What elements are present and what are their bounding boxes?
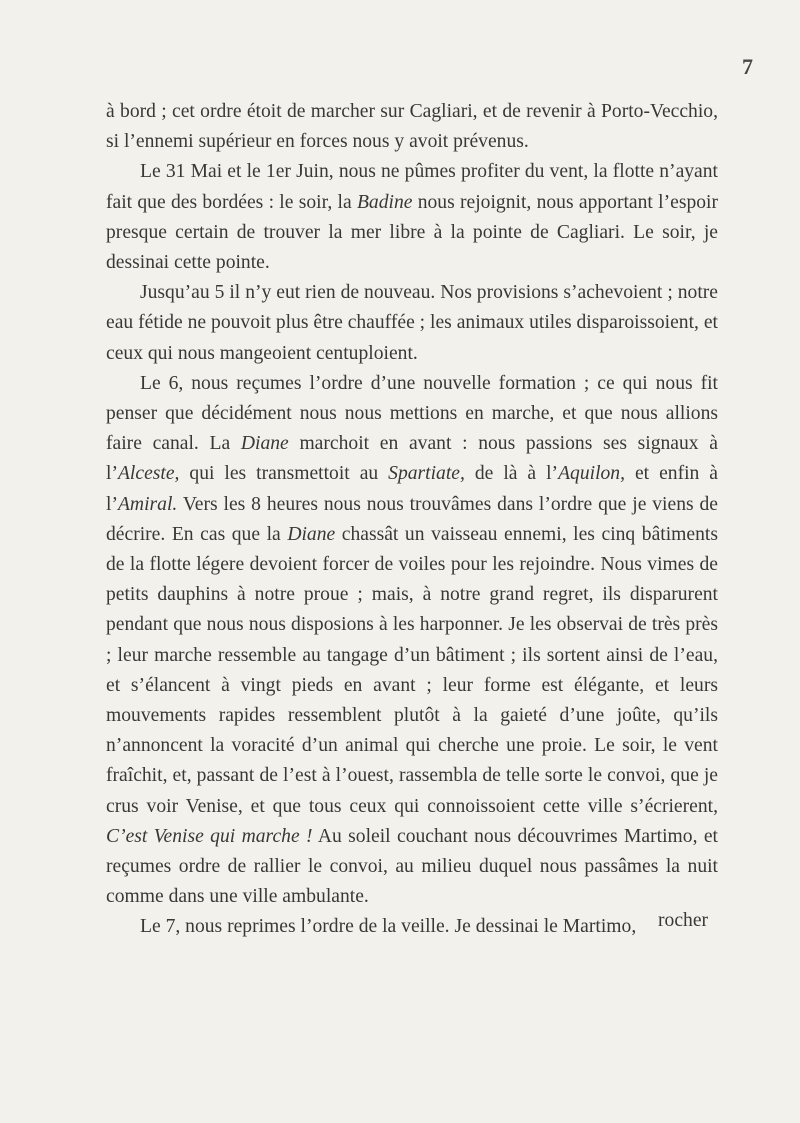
text-run: Au soleil couchant nous découvrimes Martimo, et reçumes ordre de rallier le convoi, au milieu duquel nous passâmes la nuit comme dans une ville ambulante.: [106, 825, 718, 908]
text-run: à bord ; cet ordre étoit de marcher sur Cagliari, et de revenir à Porto-Vecchio, si l’ennemi supérieur en forces nous y avoit prévenus.: [106, 101, 718, 153]
text-run: marchoit en avant : nous passions ses signaux à l’: [106, 433, 718, 485]
catchword: rocher: [658, 910, 709, 931]
text-run: qui les transmettoit au: [179, 463, 389, 485]
italic-text-run: Diane: [240, 433, 289, 455]
text-run: nous rejoignit, nous apportant l’espoir presque certain de trouver la mer libre à la pointe de Cagliari. Le soir, je dessinai cette pointe.: [106, 191, 719, 274]
text-run: Vers les 8 heures nous nous trouvâmes dans l’ordre que je viens de décrire. En cas que la: [106, 493, 718, 545]
page-number: 7: [742, 54, 753, 79]
text-run: Jusqu’au 5 il n’y eut rien de nouveau. Nos provisions s’achevoient ; notre eau fétide ne pouvoit plus être chauffée ; les animaux utiles disparoissoient, et ceux qui nous mangeoient centuploient.: [106, 282, 718, 364]
text-run: et enfin à l’: [106, 463, 718, 515]
body-text: [106, 97, 718, 943]
text-run: de là à l’: [464, 463, 559, 485]
italic-text-run: Badine: [356, 191, 413, 213]
text-run: Le 31 Mai et le 1er Juin, nous ne pûmes profiter du vent, la flotte n’ayant fait que des bordées : le soir, la: [106, 161, 718, 213]
paragraph: [106, 369, 718, 913]
italic-text-run: Alceste,: [117, 463, 180, 485]
paragraph: [106, 97, 718, 157]
italic-text-run: Diane: [287, 523, 336, 545]
italic-text-run: Amiral.: [117, 493, 178, 515]
text-run: Le 7, nous reprimes l’ordre de la veille. Je dessinai le Martimo,: [140, 916, 637, 938]
italic-text-run: Aquilon,: [558, 463, 626, 485]
paragraph: [106, 157, 718, 278]
text-run: Le 6, nous reçumes l’ordre d’une nouvelle formation ; ce qui nous fit penser que décidément nous nous mettions en marche, et que nous allions faire canal. La: [106, 372, 718, 455]
italic-text-run: Spartiate,: [388, 463, 465, 485]
paragraph: [106, 912, 718, 942]
text-run: chassât un vaisseau ennemi, les cinq bâtiments de la flotte légere devoient forcer de voiles pour les rejoindre. Nous vimes de petits dauphins à notre proue ; mais, à notre grand regret, ils disparurent pendant que nous nous disposions à les harponner. Je les observai de très près ; leur marche ressemble au tangage d’un bâtiment ; ils sortent ainsi de l’eau, et s’élancent à vingt pieds en avant ; leur forme est élégante, et leurs mouvements rapides ressemblent plutôt à la gaieté d’une joûte, qu’ils n’annoncent la voracité d’un animal qui cherche une proie. Le soir, le vent fraîchit, et, passant de l’est à l’ouest, rassembla de telle sorte le convoi, que je crus voir Venise, et que tous ceux qui connoissoient cette ville s’écrierent,: [106, 523, 718, 817]
italic-text-run: C’est Venise qui marche !: [106, 825, 313, 847]
paragraph: [106, 278, 718, 369]
